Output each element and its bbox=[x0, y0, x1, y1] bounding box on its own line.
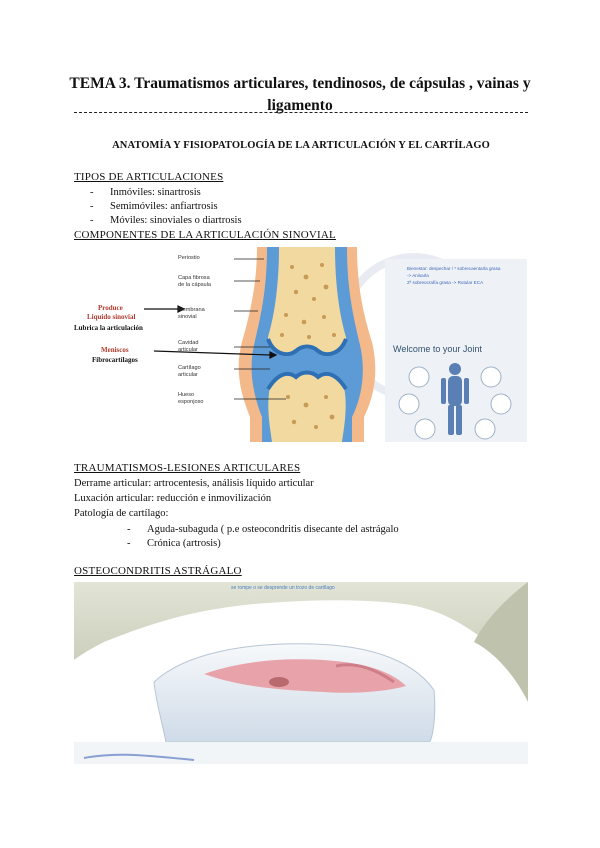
tipos-heading: TIPOS DE ARTICULACIONES bbox=[74, 171, 224, 183]
label-produce: Produce bbox=[98, 304, 123, 312]
body-silhouette bbox=[441, 363, 469, 435]
osteocondritis-heading: OSTEOCONDRITIS ASTRÁGALO bbox=[74, 565, 242, 577]
label-membrana-sinovial: Membrana sinovial bbox=[178, 307, 205, 320]
label-cavidad-articular: Cavidad articular bbox=[178, 340, 199, 353]
list-item: - Crónica (artrosis) bbox=[127, 537, 399, 551]
cartilage-list bbox=[127, 523, 399, 551]
list-item: - Aguda-subaguda ( p.e osteocondritis disecante del astrágalo bbox=[127, 523, 399, 537]
dashed-divider bbox=[74, 112, 528, 113]
list-item: - Inmóviles: sinartrosis bbox=[90, 186, 242, 200]
list-item: - Semimóviles: anfiartrosis bbox=[90, 200, 242, 214]
welcome-text: Welcome to your Joint bbox=[393, 344, 482, 354]
label-lubrica: Lubrica la articulación bbox=[74, 324, 143, 332]
lower-bone bbox=[268, 373, 345, 443]
label-hueso-esponjoso: Hueso esponjoso bbox=[178, 392, 204, 405]
osteocondritis-figure bbox=[74, 582, 528, 764]
componentes-heading: COMPONENTES DE LA ARTICULACIÓN SINOVIAL bbox=[74, 229, 336, 241]
tipos-list bbox=[90, 186, 242, 228]
synovial-joint-figure bbox=[74, 247, 528, 442]
page-title: TEMA 3. Traumatismos articulares, tendinosos, de cápsulas , vainas y ligamento bbox=[69, 75, 531, 114]
figure-base bbox=[74, 742, 528, 764]
label-periostio: Periostio bbox=[178, 255, 200, 261]
label-cartilago-articular: Cartílago articular bbox=[178, 365, 201, 378]
handwritten-note: Bienestar: despechar / * sobrecaentarla grasa bbox=[407, 266, 501, 271]
handwritten-note: 2ª sobreocrafía grasa -> Rotular ECA bbox=[407, 280, 484, 285]
label-liquido-sinovial: Liquido sinovial bbox=[87, 313, 136, 321]
section-heading: ANATOMÍA Y FISIOPATOLOGÍA DE LA ARTICULACIÓN Y EL CARTÍLAGO bbox=[112, 140, 490, 151]
list-item: - Móviles: sinoviales o diartrosis bbox=[90, 214, 242, 228]
osteochondral-fragment bbox=[269, 677, 289, 687]
text-line: Patología de cartílago: bbox=[74, 508, 169, 519]
talus-cartilage bbox=[154, 644, 435, 742]
label-capa-fibrosa: Capa fibrosa de la cápsula bbox=[178, 275, 211, 288]
talus-illustration bbox=[74, 582, 528, 764]
upper-bone bbox=[268, 247, 346, 355]
traumatismos-heading: TRAUMATISMOS-LESIONES ARTICULARES bbox=[74, 462, 301, 474]
text-line: Derrame articular: artrocentesis, análisis líquido articular bbox=[74, 478, 314, 489]
figure-caption: se rompe o se desprende un trozo de cartílago bbox=[231, 585, 335, 591]
label-meniscos: Meniscos bbox=[101, 346, 129, 354]
handwritten-note: -> Anisarla bbox=[407, 273, 429, 278]
label-fibrocartilagos: Fibrocartílagos bbox=[92, 356, 138, 364]
text-line: Luxación articular: reducción e inmovilización bbox=[74, 493, 272, 504]
